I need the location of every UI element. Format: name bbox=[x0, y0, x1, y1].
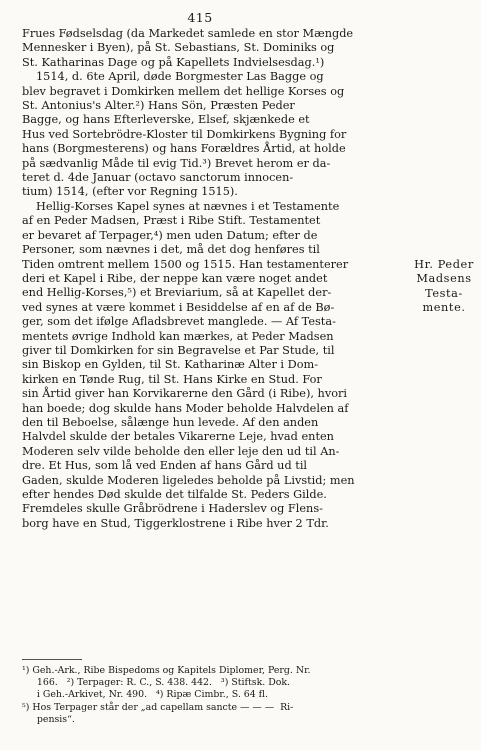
body-line: hans (Borgmesterens) og hans Forældres Årtid, at holde bbox=[22, 142, 346, 156]
footnote-rule bbox=[22, 659, 82, 660]
body-line: Bagge, og hans Efterleverske, Elsef, skjænkede et bbox=[22, 113, 310, 127]
body-line: St. Katharinas Dage og på Kapellets Indvielsesdag.¹) bbox=[22, 55, 325, 69]
page-number: 415 bbox=[187, 10, 213, 25]
margin-note-line: Hr. Peder bbox=[414, 258, 474, 271]
body-line: Halvdel skulde der betales Vikarerne Leje, hvad enten bbox=[22, 430, 334, 444]
body-line: Gaden, skulde Moderen ligeledes beholde på Livstid; men bbox=[22, 473, 355, 487]
body-line: blev begravet i Domkirken mellem det hellige Korses og bbox=[22, 84, 345, 98]
body-line: borg have en Stud, Tiggerklostrene i Ribe hver 2 Tdr. bbox=[22, 516, 329, 530]
body-line: Hellig-Korses Kapel synes at nævnes i et Testamente bbox=[36, 199, 340, 213]
body-line: sin Biskop en Gylden, til St. Katharinæ Alter i Dom- bbox=[22, 358, 319, 372]
footnote-line: ⁵) Hos Terpager står der „ad capellam sancte — — — Ri- bbox=[22, 701, 294, 713]
margin-note bbox=[410, 258, 478, 316]
body-line: Hus ved Sortebrödre-Kloster til Domkirkens Bygning for bbox=[22, 127, 347, 141]
footnote-line: ¹) Geh.-Ark., Ribe Bispedoms og Kapitels Diplomer, Perg. Nr. bbox=[22, 665, 311, 676]
footnotes bbox=[22, 665, 422, 726]
body-line: tium) 1514, (efter vor Regning 1515). bbox=[22, 185, 238, 199]
body-line: giver til Domkirken for sin Begravelse et Par Stude, til bbox=[22, 343, 335, 357]
footnote-line: pensis“. bbox=[22, 713, 75, 725]
body-line: St. Antonius's Alter.²) Hans Sön, Præsten Peder bbox=[22, 99, 295, 113]
body-text bbox=[22, 27, 404, 531]
body-line: af en Peder Madsen, Præst i Ribe Stift. Testamentet bbox=[22, 214, 321, 228]
body-line: er bevaret af Terpager,⁴) men uden Datum; efter de bbox=[22, 228, 318, 242]
footnote-line: i Geh.-Arkivet, Nr. 490. ⁴) Ripæ Cimbr., S. 64 fl. bbox=[22, 689, 268, 701]
body-line: deri et Kapel i Ribe, der neppe kan være noget andet bbox=[22, 271, 328, 285]
body-line: Moderen selv vilde beholde den eller leje den ud til An- bbox=[22, 444, 340, 458]
body-line: teret d. 4de Januar (octavo sanctorum innocen- bbox=[22, 171, 294, 185]
body-line: han boede; dog skulde hans Moder beholde Halvdelen af bbox=[22, 401, 349, 415]
margin-note-line: Testa- bbox=[425, 286, 463, 300]
body-line: Mennesker i Byen), på St. Sebastians, St. Dominiks og bbox=[22, 41, 335, 55]
body-line: Fremdeles skulle Gråbrödrene i Haderslev og Flens- bbox=[22, 502, 323, 516]
margin-note-line: mente. bbox=[422, 301, 466, 315]
body-line: mentets øvrige Indhold kan mærkes, at Peder Madsen bbox=[22, 329, 334, 343]
footnote-line: 166. ²) Terpager: R. C., S. 438. 442. ³) Stiftsk. Dok. bbox=[22, 677, 291, 689]
body-line: Personer, som nævnes i det, må det dog henføres til bbox=[22, 243, 320, 257]
body-line: Frues Fødselsdag (da Markedet samlede en stor Mængde bbox=[22, 27, 354, 40]
body-line: 1514, d. 6te April, døde Borgmester Las Bagge og bbox=[36, 70, 324, 84]
body-line: Tiden omtrent mellem 1500 og 1515. Han testamenterer bbox=[22, 257, 349, 271]
body-line: den til Beboelse, sålænge hun levede. Af den anden bbox=[22, 415, 319, 429]
body-line: dre. Et Hus, som lå ved Enden af hans Gård ud til bbox=[22, 459, 308, 473]
margin-note-line: Madsens bbox=[416, 272, 472, 286]
body-line: ved synes at være kommet i Besiddelse af en af de Bø- bbox=[22, 300, 335, 314]
body-line: ger, som det ifølge Afladsbrevet manglede. — Af Testa- bbox=[22, 315, 336, 329]
body-line: efter hendes Død skulde det tilfalde St. Peders Gilde. bbox=[22, 488, 327, 501]
body-line: på sædvanlig Måde til evig Tid.³) Brevet herom er da- bbox=[22, 156, 331, 170]
body-line: sin Årtid giver han Korvikarerne den Gård (i Ribe), hvori bbox=[22, 387, 348, 401]
body-line: end Hellig-Korses,⁵) et Breviarium, så at Kapellet der- bbox=[22, 286, 332, 300]
body-line: kirken en Tønde Rug, til St. Hans Kirke en Stud. For bbox=[22, 372, 322, 386]
